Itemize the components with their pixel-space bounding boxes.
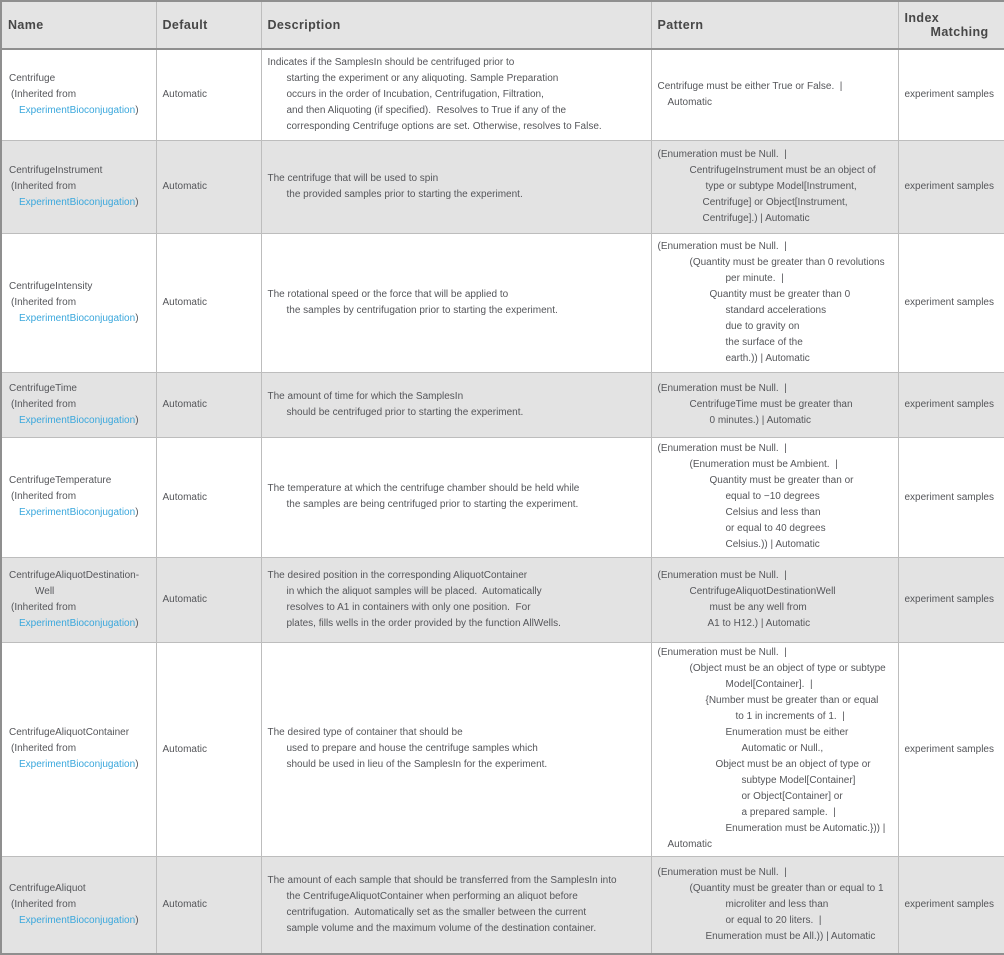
pattern-line: CentrifugeAliquotDestinationWell	[689, 585, 836, 597]
option-name-cell	[1, 372, 156, 437]
description-line: The temperature at which the centrifuge chamber should be held while	[267, 483, 580, 494]
option-row	[1, 233, 1004, 372]
pattern-line: Enumeration must be All.)) | Automatic	[705, 930, 876, 942]
pattern-line: (Quantity must be greater than or equal to 1	[689, 882, 884, 894]
inherited-link-line	[9, 505, 150, 521]
description-line: centrifugation. Automatically set as the smaller between the current	[286, 906, 587, 918]
inherited-from-label: (Inherited from	[11, 601, 77, 613]
column-header-description: Description	[261, 1, 651, 49]
inherited-link-line	[9, 195, 150, 211]
option-name: CentrifugeAliquot	[9, 882, 86, 894]
inherited-from-label: (Inherited from	[11, 398, 77, 410]
pattern-line: subtype Model[Container]	[741, 775, 856, 786]
pattern-line: Automatic	[667, 96, 712, 108]
default-value-cell: Automatic	[156, 372, 261, 437]
inherited-close-paren: )	[135, 914, 139, 926]
inherited-from-label: (Inherited from	[11, 898, 77, 910]
pattern-line: (Object must be an object of type or subtype	[689, 663, 886, 674]
option-row	[1, 372, 1004, 437]
description-line: the provided samples prior to starting the experiment.	[286, 188, 523, 200]
pattern-line: earth.)) | Automatic	[725, 352, 810, 364]
description-line: used to prepare and house the centrifuge samples which	[286, 743, 538, 754]
inherited-link[interactable]: ExperimentBioconjugation	[19, 104, 136, 116]
pattern-line: Celsius.)) | Automatic	[725, 539, 820, 550]
column-header-name: Name	[1, 1, 156, 49]
inherited-close-paren: )	[135, 414, 139, 426]
inherited-link-line	[9, 311, 150, 327]
pattern-line: equal to −10 degrees	[725, 491, 820, 502]
index-matching-cell: experiment samples	[898, 49, 1004, 140]
index-matching-cell: experiment samples	[898, 557, 1004, 642]
description-cell	[261, 372, 651, 437]
index-matching-cell: experiment samples	[898, 437, 1004, 557]
pattern-line: or equal to 40 degrees	[725, 523, 826, 534]
option-name-cell	[1, 557, 156, 642]
pattern-line: type or subtype Model[Instrument,	[705, 180, 857, 192]
pattern-line: (Enumeration must be Null. |	[657, 240, 787, 252]
option-name: CentrifugeInstrument	[9, 164, 103, 176]
description-line: occurs in the order of Incubation, Centrifugation, Filtration,	[286, 88, 544, 100]
index-matching-cell: experiment samples	[898, 233, 1004, 372]
pattern-line: the surface of the	[725, 336, 803, 348]
option-name: CentrifugeTime	[9, 382, 77, 394]
option-name-cell	[1, 642, 156, 856]
pattern-cell	[651, 233, 898, 372]
option-row	[1, 856, 1004, 954]
pattern-line: Quantity must be greater than or	[709, 475, 854, 486]
pattern-line: A1 to H12.) | Automatic	[707, 617, 811, 629]
column-header-pattern: Pattern	[651, 1, 898, 49]
option-row	[1, 49, 1004, 140]
option-name: Well	[35, 585, 55, 597]
inherited-from-label: (Inherited from	[11, 743, 77, 754]
inherited-close-paren: )	[135, 507, 139, 518]
inherited-from-label: (Inherited from	[11, 296, 77, 308]
pattern-cell	[651, 372, 898, 437]
inherited-close-paren: )	[135, 759, 139, 770]
option-row	[1, 557, 1004, 642]
description-line: corresponding Centrifuge options are set. Otherwise, resolves to False.	[286, 120, 602, 132]
pattern-line: Automatic or Null.,	[741, 743, 824, 754]
pattern-line: due to gravity on	[725, 320, 800, 332]
description-line: The desired position in the corresponding AliquotContainer	[267, 569, 528, 581]
option-row	[1, 437, 1004, 557]
inherited-link-line	[9, 103, 150, 119]
pattern-cell	[651, 557, 898, 642]
description-line: the CentrifugeAliquotContainer when performing an aliquot before	[286, 890, 578, 902]
pattern-line: (Enumeration must be Null. |	[657, 443, 787, 454]
option-name: CentrifugeTemperature	[9, 475, 112, 486]
pattern-line: must be any well from	[709, 601, 807, 613]
default-value-cell: Automatic	[156, 233, 261, 372]
index-matching-cell: experiment samples	[898, 642, 1004, 856]
inherited-link[interactable]: ExperimentBioconjugation	[19, 914, 136, 926]
index-matching-cell: experiment samples	[898, 140, 1004, 233]
option-name: CentrifugeAliquotDestination-	[9, 569, 140, 581]
description-cell	[261, 437, 651, 557]
default-value-cell: Automatic	[156, 557, 261, 642]
pattern-line: (Enumeration must be Null. |	[657, 866, 787, 878]
default-value-cell: Automatic	[156, 437, 261, 557]
inherited-from-label: (Inherited from	[11, 491, 77, 502]
index-header-line2: Matching	[930, 25, 989, 39]
column-header-default: Default	[156, 1, 261, 49]
pattern-line: Enumeration must be either	[725, 727, 849, 738]
description-cell	[261, 856, 651, 954]
index-header-line1: Index	[904, 11, 940, 25]
description-line: should be centrifuged prior to starting the experiment.	[286, 406, 524, 418]
pattern-line: (Enumeration must be Null. |	[657, 569, 787, 581]
column-header-index-matching	[898, 1, 1004, 49]
description-line: and then Aliquoting (if specified). Resolves to True if any of the	[286, 104, 567, 116]
pattern-line: {Number must be greater than or equal	[705, 695, 879, 706]
default-value-cell: Automatic	[156, 642, 261, 856]
option-row	[1, 140, 1004, 233]
pattern-line: (Enumeration must be Null. |	[657, 382, 787, 394]
inherited-link-line	[9, 757, 150, 773]
inherited-link[interactable]: ExperimentBioconjugation	[19, 759, 136, 770]
pattern-cell	[651, 49, 898, 140]
pattern-line: Object must be an object of type or	[715, 759, 871, 770]
pattern-line: Enumeration must be Automatic.})) |	[725, 823, 886, 834]
description-cell	[261, 140, 651, 233]
pattern-cell	[651, 140, 898, 233]
inherited-link[interactable]: ExperimentBioconjugation	[19, 414, 136, 426]
inherited-link[interactable]: ExperimentBioconjugation	[19, 617, 136, 629]
option-name-cell	[1, 233, 156, 372]
pattern-line: 0 minutes.) | Automatic	[709, 414, 812, 426]
inherited-link-line	[9, 413, 150, 429]
description-line: Indicates if the SamplesIn should be centrifuged prior to	[267, 56, 515, 68]
default-value-cell: Automatic	[156, 856, 261, 954]
inherited-link[interactable]: ExperimentBioconjugation	[19, 507, 136, 518]
option-name-cell	[1, 856, 156, 954]
index-matching-cell: experiment samples	[898, 372, 1004, 437]
description-line: The amount of time for which the SamplesIn	[267, 390, 464, 402]
pattern-line: (Enumeration must be Null. |	[657, 647, 787, 658]
description-cell	[261, 557, 651, 642]
pattern-cell	[651, 856, 898, 954]
description-line: The amount of each sample that should be transferred from the SamplesIn into	[267, 874, 617, 886]
description-line: The centrifuge that will be used to spin	[267, 172, 439, 184]
pattern-line: or equal to 20 liters. |	[725, 914, 822, 926]
default-value-cell: Automatic	[156, 49, 261, 140]
pattern-line: Automatic	[667, 839, 712, 850]
inherited-from-label: (Inherited from	[11, 180, 77, 192]
option-name-cell	[1, 140, 156, 233]
description-line: the samples by centrifugation prior to starting the experiment.	[286, 304, 558, 316]
option-row	[1, 642, 1004, 856]
inherited-close-paren: )	[135, 104, 139, 116]
pattern-line: Celsius and less than	[725, 507, 821, 518]
description-line: sample volume and the maximum volume of the destination container.	[286, 922, 597, 934]
description-cell	[261, 233, 651, 372]
pattern-line: Model[Container]. |	[725, 679, 813, 690]
option-name-cell	[1, 49, 156, 140]
pattern-line: standard accelerations	[725, 304, 827, 316]
inherited-close-paren: )	[135, 312, 139, 324]
pattern-line: per minute. |	[725, 272, 784, 284]
inherited-close-paren: )	[135, 617, 139, 629]
pattern-line: Centrifuge].) | Automatic	[702, 212, 810, 224]
inherited-close-paren: )	[135, 196, 139, 208]
description-cell	[261, 49, 651, 140]
inherited-link-line	[9, 616, 150, 632]
description-line: the samples are being centrifuged prior to starting the experiment.	[286, 499, 579, 510]
pattern-line: microliter and less than	[725, 898, 829, 910]
pattern-cell	[651, 642, 898, 856]
description-line: plates, fills wells in the order provided by the function AllWells.	[286, 617, 561, 629]
pattern-line: a prepared sample. |	[741, 807, 836, 818]
table-body	[1, 49, 1004, 954]
pattern-line: Quantity must be greater than 0	[709, 288, 851, 300]
option-name: CentrifugeIntensity	[9, 280, 93, 292]
pattern-line: CentrifugeInstrument must be an object of	[689, 164, 876, 176]
description-line: should be used in lieu of the SamplesIn for the experiment.	[286, 759, 548, 770]
description-cell	[261, 642, 651, 856]
description-line: The desired type of container that should be	[267, 727, 463, 738]
pattern-line: (Enumeration must be Null. |	[657, 148, 787, 160]
pattern-line: Centrifuge] or Object[Instrument,	[702, 196, 848, 208]
pattern-line: Centrifuge must be either True or False. |	[657, 80, 843, 92]
description-line: in which the aliquot samples will be placed. Automatically	[286, 585, 542, 597]
inherited-from-label: (Inherited from	[11, 88, 77, 100]
inherited-link[interactable]: ExperimentBioconjugation	[19, 196, 136, 208]
pattern-line: or Object[Container] or	[741, 791, 843, 802]
option-name: Centrifuge	[9, 72, 56, 84]
option-name: CentrifugeAliquotContainer	[9, 727, 130, 738]
pattern-line: CentrifugeTime must be greater than	[689, 398, 853, 410]
pattern-cell	[651, 437, 898, 557]
description-line: starting the experiment or any aliquoting. Sample Preparation	[286, 72, 559, 84]
pattern-line: to 1 in increments of 1. |	[735, 711, 845, 722]
option-name-cell	[1, 437, 156, 557]
index-matching-cell: experiment samples	[898, 856, 1004, 954]
table-header	[1, 1, 1004, 49]
inherited-link-line	[9, 913, 150, 929]
pattern-line: (Quantity must be greater than 0 revolutions	[689, 256, 885, 268]
description-line: The rotational speed or the force that will be applied to	[267, 288, 509, 300]
default-value-cell: Automatic	[156, 140, 261, 233]
pattern-line: (Enumeration must be Ambient. |	[689, 459, 838, 470]
description-line: resolves to A1 in containers with only one position. For	[286, 601, 531, 613]
inherited-link[interactable]: ExperimentBioconjugation	[19, 312, 136, 324]
